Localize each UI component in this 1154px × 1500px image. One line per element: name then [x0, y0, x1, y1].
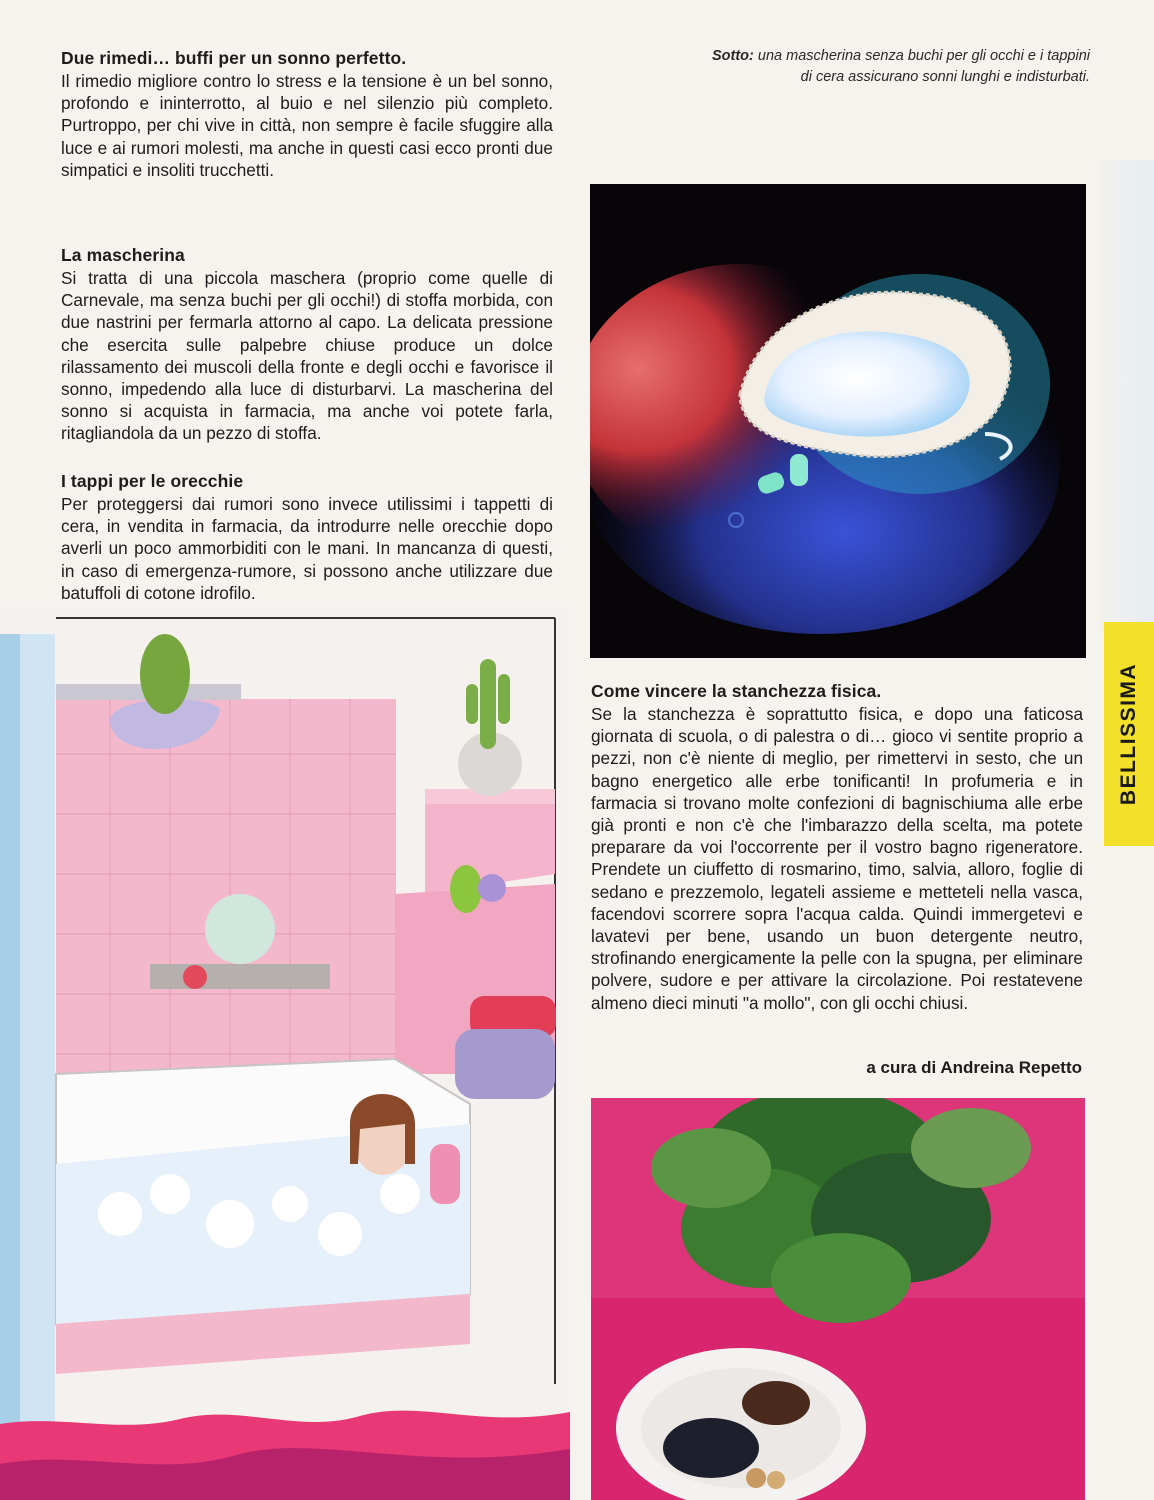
herbs-photo — [591, 1098, 1085, 1500]
stanchezza-title: Come vincere la stanchezza fisica. — [591, 681, 882, 701]
intro-body: Il rimedio migliore contro lo stress e la tensione è un bel sonno, profondo e ininterrotto, al buio e nel silenzio più completo. Purtroppo, per chi vive in città, non sempre è facile sfuggire alla luce e ai rumori molesti, ma anche in questi casi ecco pronti due simpatici e insoliti trucchetti. — [61, 71, 553, 180]
tappi-title: I tappi per le orecchie — [61, 471, 244, 491]
tappi-section — [61, 470, 553, 604]
bathroom-illustration — [0, 604, 570, 1500]
caption-lead: Sotto: — [712, 48, 754, 64]
sleep-mask-illustration — [590, 184, 1086, 658]
mascherina-section — [61, 244, 553, 445]
herbs-illustration — [591, 1098, 1085, 1500]
section-tab-label: BELLISSIMA — [1117, 662, 1141, 806]
intro-section — [61, 47, 553, 181]
caption-text: una mascherina senza buchi per gli occhi e i tappini di cera assicurano sonni lunghi e indisturbati. — [757, 48, 1090, 85]
bath-scene — [0, 604, 570, 1500]
sleep-mask-photo — [590, 184, 1086, 658]
photo-caption — [700, 46, 1090, 88]
mascherina-body: Si tratta di una piccola maschera (proprio come quelle di Carnevale, ma senza buchi per gli occhi!) di stoffa morbida, con due nastrini per fermarla attorno al capo. La delicata pressione che esercita sulle palpebre chiuse produce un dolce rilassamento dei muscoli della fronte e degli occhi e favorisce il sonno, impedendo alla luce di disturbarvi. La mascherina del sonno si acquista in farmacia, ma anche voi potete farla, ritagliandola da un pezzo di stoffa. — [61, 268, 553, 444]
page-edge-shade — [1098, 160, 1154, 630]
tappi-body: Per proteggersi dai rumori sono invece utilissimi i tappetti di cera, in vendita in farmacia, da introdurre nelle orecchie dopo averli un poco ammorbiditi con le mani. In mancanza di questi, in caso di emergenza-rumore, si possono anche utilizzare due batuffoli di cotone idrofilo. — [61, 494, 553, 603]
intro-title: Due rimedi… buffi per un sonno perfetto. — [61, 48, 407, 68]
stanchezza-body: Se la stanchezza è soprattutto fisica, e dopo una faticosa giornata di scuola, o di palestra o di… gioco vi sentite proprio a pezzi, non c'è niente di meglio, per rimettervi in sesto, che un bagno energetico alle erbe tonificanti! In profumeria e in farmacia si trovano molte confezioni di bagnischiuma alle erbe già pronti e non c'è che l'imbarazzo della scelta, ma potete preparare da voi l'occorrente per il vostro bagno rigeneratore. Prendete un ciuffetto di rosmarino, timo, salvia, alloro, foglie di sedano e prezzemolo, legateli assieme e metteteli nella vasca, facendovi scorrere sopra l'acqua calda. Quindi immergetevi e lavatevi per bene, usando un buon detergente neutro, strofinando energicamente la pelle con la spugna, per eliminare polvere, sudore e per attivare la circolazione. Poi restatevene almeno dieci minuti "a mollo", con gli occhi chiusi. — [591, 704, 1083, 1013]
mascherina-title: La mascherina — [61, 245, 185, 265]
section-tab — [1104, 622, 1154, 846]
stanchezza-section — [591, 680, 1083, 1014]
byline: a cura di Andreina Repetto — [866, 1058, 1082, 1077]
